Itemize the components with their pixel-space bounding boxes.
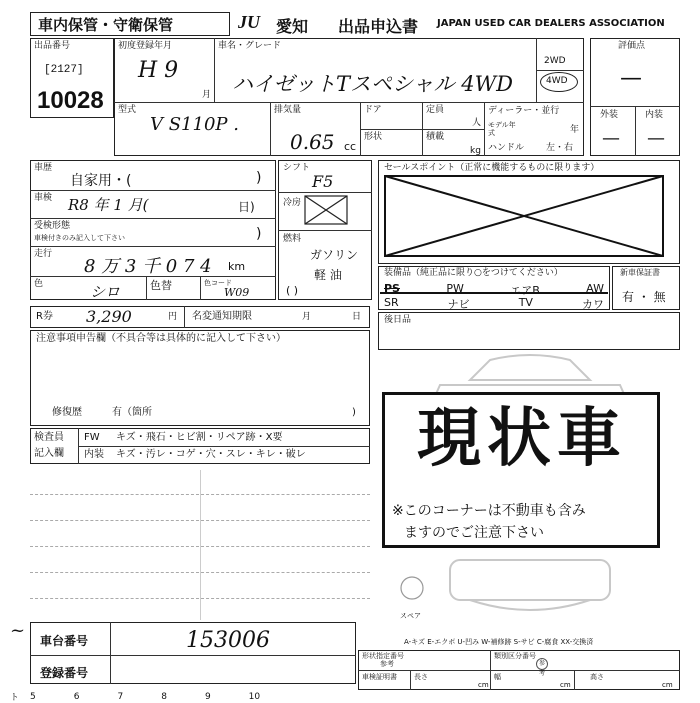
length-label: 長さ xyxy=(414,673,428,681)
handle-label: ハンドル xyxy=(488,143,525,153)
first-reg-month: 月 xyxy=(202,90,212,100)
chassis-label: 車台番号 xyxy=(40,634,89,648)
repair-label: 修復歴 xyxy=(52,407,82,418)
category-ref-text: 参考 xyxy=(538,660,545,677)
cert-label: 車検証明書 xyxy=(362,673,397,681)
color-value: シロ xyxy=(90,283,121,301)
receive-label: 受検形態 xyxy=(34,221,71,231)
damage-legend: A-キズ E-エクボ U-凹み W-補修跡 S-サビ C-腐食 XX-交換済 xyxy=(404,638,594,646)
recycle-value: 3,290 xyxy=(86,307,132,326)
history-close: ) xyxy=(256,170,262,186)
storage-badge-label: 車内保管・守衛保管 xyxy=(38,16,174,34)
back-side-box xyxy=(378,312,680,350)
equipment-label: 装備品（純正品に限り○をつけてください） xyxy=(384,268,563,278)
history-label: 車歴 xyxy=(34,163,53,173)
equip-navi: ナビ xyxy=(447,298,470,311)
mileage-value: 8 万 3 千 0 7 4 xyxy=(84,256,212,277)
model-label: 型式 xyxy=(118,105,137,115)
door-label: ドア xyxy=(364,105,382,115)
inspection-value: R8 年 1 月( xyxy=(68,196,149,214)
width-cm: cm xyxy=(560,681,571,689)
equip-aw: AW xyxy=(586,282,604,295)
margin-mark: ~ xyxy=(10,620,26,641)
exterior-label: 外装 xyxy=(600,110,619,120)
color-code-value: W09 xyxy=(224,286,250,299)
inspector-fw: FW xyxy=(84,432,100,443)
interior-value: — xyxy=(647,128,665,149)
load-label: 積載 xyxy=(426,132,445,142)
tax-day: 日 xyxy=(352,312,362,322)
inspector-label-2: 記入欄 xyxy=(34,448,64,459)
equip-sr: SR xyxy=(384,296,399,309)
length-cm: cm xyxy=(478,681,489,689)
receive-note: 車検付きのみ記入して下さい xyxy=(34,234,125,242)
equipment-row2 xyxy=(384,296,604,312)
drive-2wd: 2WD xyxy=(544,56,566,66)
spare-label: スペア xyxy=(400,612,421,620)
recycle-unit: 円 xyxy=(168,312,178,322)
bottom-digit: 9 xyxy=(204,692,211,702)
repair-value: 有（箇所 xyxy=(112,407,152,418)
bottom-mark: ト xyxy=(10,693,20,703)
logo-ju: JU xyxy=(238,12,260,32)
bottom-digit: 8 xyxy=(161,692,167,702)
form-title: 出品申込書 xyxy=(338,17,419,36)
name-grade-label: 車名・グレード xyxy=(218,41,282,51)
capacity-label: 定員 xyxy=(426,105,445,115)
warranty-options: 有 ・ 無 xyxy=(622,290,666,304)
sales-point-label: セールスポイント（正常に機能するものに限ります） xyxy=(384,163,600,173)
width-label: 幅 xyxy=(494,673,501,681)
equip-pw: PW xyxy=(446,282,464,295)
recolor-label: 色替 xyxy=(150,279,172,292)
interior-label: 内装 xyxy=(645,110,664,120)
equip-tv: TV xyxy=(518,296,533,309)
model-year-unit: 年 xyxy=(570,125,580,135)
model-value: V S110P . xyxy=(150,114,239,135)
first-reg-value: H 9 xyxy=(138,58,179,83)
color-label: 色 xyxy=(34,279,44,289)
handle-options: 左・右 xyxy=(546,143,574,153)
displacement-value: 0.65 xyxy=(290,130,335,154)
shape-label: 形状 xyxy=(364,132,383,142)
tax-month: 月 xyxy=(302,312,312,322)
history-value: 自家用・( xyxy=(70,173,132,189)
bottom-digit: 5 xyxy=(30,692,36,702)
ac-crossed-box xyxy=(304,195,348,225)
displacement-unit: cc xyxy=(344,140,357,153)
recycle-label: R券 xyxy=(36,311,53,322)
fuel-diesel: 軽 油 xyxy=(314,268,342,282)
dealer-label: ディーラー・並行 xyxy=(488,106,560,116)
first-reg-label: 初度登録年月 xyxy=(118,41,173,51)
shape-ref: 参考 xyxy=(380,660,394,668)
logo-aichi: 愛知 xyxy=(276,17,309,36)
back-side-label: 後日品 xyxy=(384,315,412,325)
evaluation-value: — xyxy=(620,66,642,91)
bottom-digit: 10 xyxy=(248,692,261,702)
lot-number: 10028 xyxy=(37,87,104,114)
category-number-label: 類別区分番号 xyxy=(494,652,536,660)
exterior-value: — xyxy=(602,128,620,149)
ac-label: 冷房 xyxy=(283,198,302,208)
fuel-label: 燃料 xyxy=(283,234,302,244)
bottom-digit: 7 xyxy=(117,692,124,702)
inspector-fw-items: キズ・飛石・ヒビ割・リペア跡・X要 xyxy=(116,432,283,443)
displacement-label: 排気量 xyxy=(274,105,302,115)
capacity-unit: 人 xyxy=(472,118,482,128)
shift-label: シフト xyxy=(283,163,311,173)
equip-leather: カワ xyxy=(581,298,604,311)
inspector-interior-items: キズ・汚レ・コゲ・穴・スレ・キレ・破レ xyxy=(116,449,306,460)
color-code-label: 色コード xyxy=(204,279,232,287)
warranty-label: 新車保証書 xyxy=(620,268,660,277)
as-is-note-1: ※このコーナーは不動車も含み xyxy=(392,503,586,519)
category-ref xyxy=(536,658,548,677)
inspection-day: 日) xyxy=(238,200,255,214)
receive-close: ) xyxy=(256,226,262,242)
inspector-interior: 内装 xyxy=(84,449,104,460)
height-cm: cm xyxy=(662,681,673,689)
mileage-label: 走行 xyxy=(34,249,53,259)
chassis-value: 153006 xyxy=(186,628,270,653)
shift-value: F5 xyxy=(312,172,334,191)
model-year-label: モデル年式 xyxy=(488,121,516,137)
inspection-label: 車検 xyxy=(34,193,53,203)
drive-4wd: 4WD xyxy=(546,76,568,86)
inspector-label-1: 検査員 xyxy=(34,432,64,443)
equip-ps: PS xyxy=(384,282,400,295)
equip-airbag: エアB xyxy=(510,284,540,297)
association-name: JAPAN USED CAR DEALERS ASSOCIATION xyxy=(437,18,665,29)
load-unit: kg xyxy=(470,146,481,156)
as-is-note-2: ますのでご注意下さい xyxy=(404,525,544,541)
lot-sub-number: [2127] xyxy=(44,64,84,76)
notes-label: 注意事項申告欄（不具合等は具体的に記入して下さい） xyxy=(36,333,286,344)
tax-deadline-label: 名変通知期限 xyxy=(192,311,252,322)
shape-number-label: 形状指定番号 xyxy=(362,652,404,660)
mileage-unit: km xyxy=(228,260,246,273)
fuel-other: ( ) xyxy=(286,284,299,297)
evaluation-label: 評価点 xyxy=(618,41,646,51)
bottom-strip xyxy=(30,692,350,702)
bottom-digit: 6 xyxy=(73,692,80,702)
lot-label: 出品番号 xyxy=(34,41,71,51)
fuel-gasoline: ガソリン xyxy=(310,248,359,262)
name-grade-value: ハイゼットTスペシャル 4WD xyxy=(232,72,513,96)
reg-number-label: 登録番号 xyxy=(40,666,89,680)
as-is-title: 現状車 xyxy=(417,401,627,476)
repair-close: ) xyxy=(352,407,356,418)
sales-point-crossed xyxy=(384,175,664,257)
height-label: 高さ xyxy=(590,673,604,681)
